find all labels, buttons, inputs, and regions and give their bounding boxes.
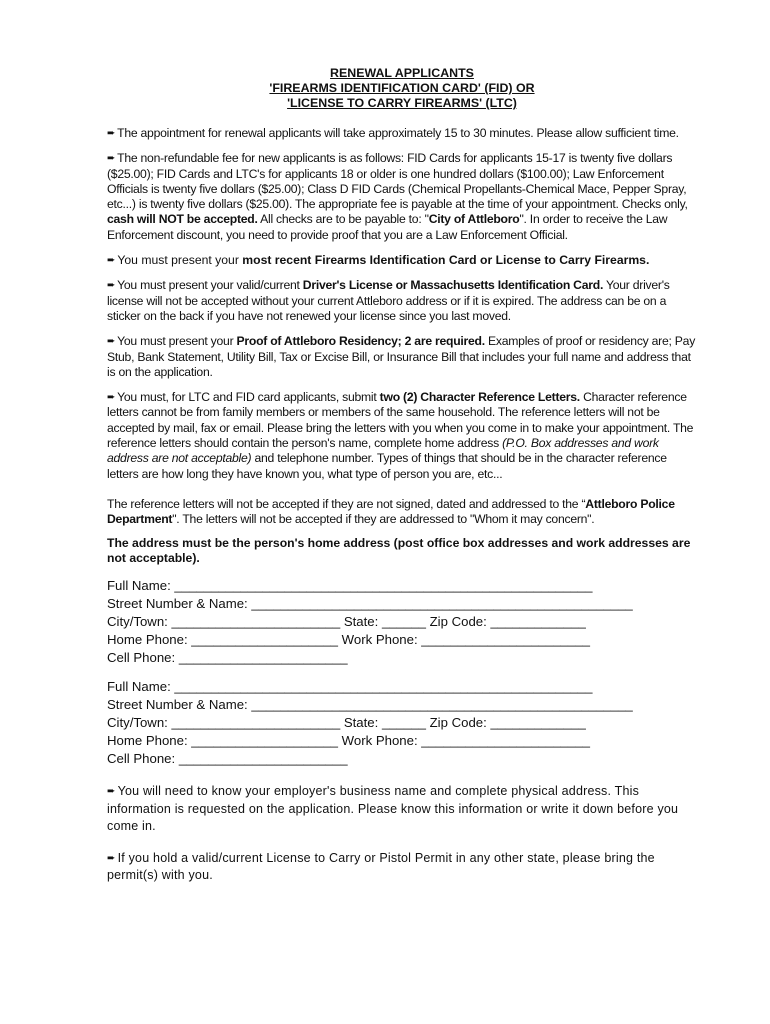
reference-form-2: [107, 678, 697, 768]
arrow-bullet-icon: ➨: [107, 786, 116, 798]
street-field[interactable]: Street Number & Name: ____________________________________________________: [107, 596, 633, 612]
present-fid-paragraph: ➨ You must present your most recent Firearms Identification Card or License to Carry Firearms.: [107, 253, 650, 268]
arrow-bullet-icon: ➨: [107, 128, 116, 139]
document-page: [107, 66, 697, 884]
arrow-bullet-icon: ➨: [107, 392, 116, 404]
title-line-2: 'FIREARMS IDENTIFICATION CARD' (FID) OR: [269, 81, 535, 95]
letters-acceptance-paragraph: The reference letters will not be accepted if they are not signed, dated and addressed to the “Attleboro Police Department". The letters will not be accepted if they are addressed to "Whom it may concern".: [107, 496, 675, 527]
street-field[interactable]: Street Number & Name: ____________________________________________________: [107, 697, 633, 713]
drivers-license-paragraph: ➨ You must present your valid/current Driver's License or Massachusetts Identification Card. Your driver's license will not be accepted without your current Attleboro address or if it is expired. The address can be on a sticker on the back if you have not renewed your license since you last moved.: [107, 278, 670, 323]
phone-fields[interactable]: Home Phone: ____________________ Work Phone: _______________________: [107, 632, 590, 648]
city-state-zip-field[interactable]: City/Town: _______________________ State: ______ Zip Code: _____________: [107, 614, 586, 630]
cell-phone-field[interactable]: Cell Phone: _______________________: [107, 650, 348, 666]
other-state-permit-paragraph: ➨ If you hold a valid/current License to Carry or Pistol Permit in any other state, please bring the permit(s) with you.: [107, 850, 655, 883]
residency-paragraph: ➨ You must present your Proof of Attleboro Residency; 2 are required. Examples of proof or residency are; Pay Stub, Bank Statement, Utility Bill, Tax or Excise Bill, or Insurance Bill that includes your full name and address that is on the application.: [107, 334, 696, 379]
title-line-1: RENEWAL APPLICANTS: [330, 66, 474, 80]
arrow-bullet-icon: ➨: [107, 336, 116, 348]
employer-info-paragraph: ➨ You will need to know your employer's business name and complete physical address. This information is requested on the application. Please know this information or write it down before you come in.: [107, 784, 679, 833]
arrow-bullet-icon: ➨: [107, 280, 116, 292]
home-address-note: The address must be the person's home address (post office box addresses and work addresses are not acceptable).: [107, 535, 691, 565]
full-name-field[interactable]: Full Name: _________________________________________________________: [107, 578, 593, 594]
arrow-bullet-icon: ➨: [107, 852, 116, 864]
reference-letters-paragraph: ➨ You must, for LTC and FID card applicants, submit two (2) Character Reference Letters. Character reference letters cannot be from family members or members of the same household. The reference letters will not be accepted by mail, fax or email. Please bring the letters with you when you come in to make your appointment. The reference letters should contain the person's name, complete home address (P.O. Box addresses and work address are not acceptable) and telephone number. Types of things that should be in the character reference letters are how long they have known you, what type of person you are, etc...: [107, 390, 694, 481]
cell-phone-field[interactable]: Cell Phone: _______________________: [107, 751, 348, 767]
appointment-duration-paragraph: ➨ The appointment for renewal applicants will take approximately 15 to 30 minutes. Please allow sufficient time.: [107, 126, 679, 140]
phone-fields[interactable]: Home Phone: ____________________ Work Phone: _______________________: [107, 733, 590, 749]
title-line-3: 'LICENSE TO CARRY FIREARMS' (LTC): [287, 96, 517, 110]
reference-form-1: [107, 577, 697, 667]
fee-paragraph: ➨ The non-refundable fee for new applicants is as follows: FID Cards for applicants 15-17 is twenty five dollars ($25.00); FID Cards and LTC's for applicants 18 or older is one hundred dollars ($100.00); Law Enforcement Officials is twenty five dollars ($25.00); Class D FID Cards (Chemical Propellants-Chemical Mace, Pepper Spray, etc...) is twenty five dollars ($25.00). The appropriate fee is payable at the time of your appointment. Checks only, cash will NOT be accepted. All checks are to be payable to: "City of Attleboro". In order to receive the Law Enforcement discount, you need to provide proof that you are a Law Enforcement Official.: [107, 151, 688, 242]
full-name-field[interactable]: Full Name: _________________________________________________________: [107, 679, 593, 695]
arrow-bullet-icon: ➨: [107, 255, 116, 267]
city-state-zip-field[interactable]: City/Town: _______________________ State: ______ Zip Code: _____________: [107, 715, 586, 731]
arrow-bullet-icon: ➨: [107, 153, 116, 165]
